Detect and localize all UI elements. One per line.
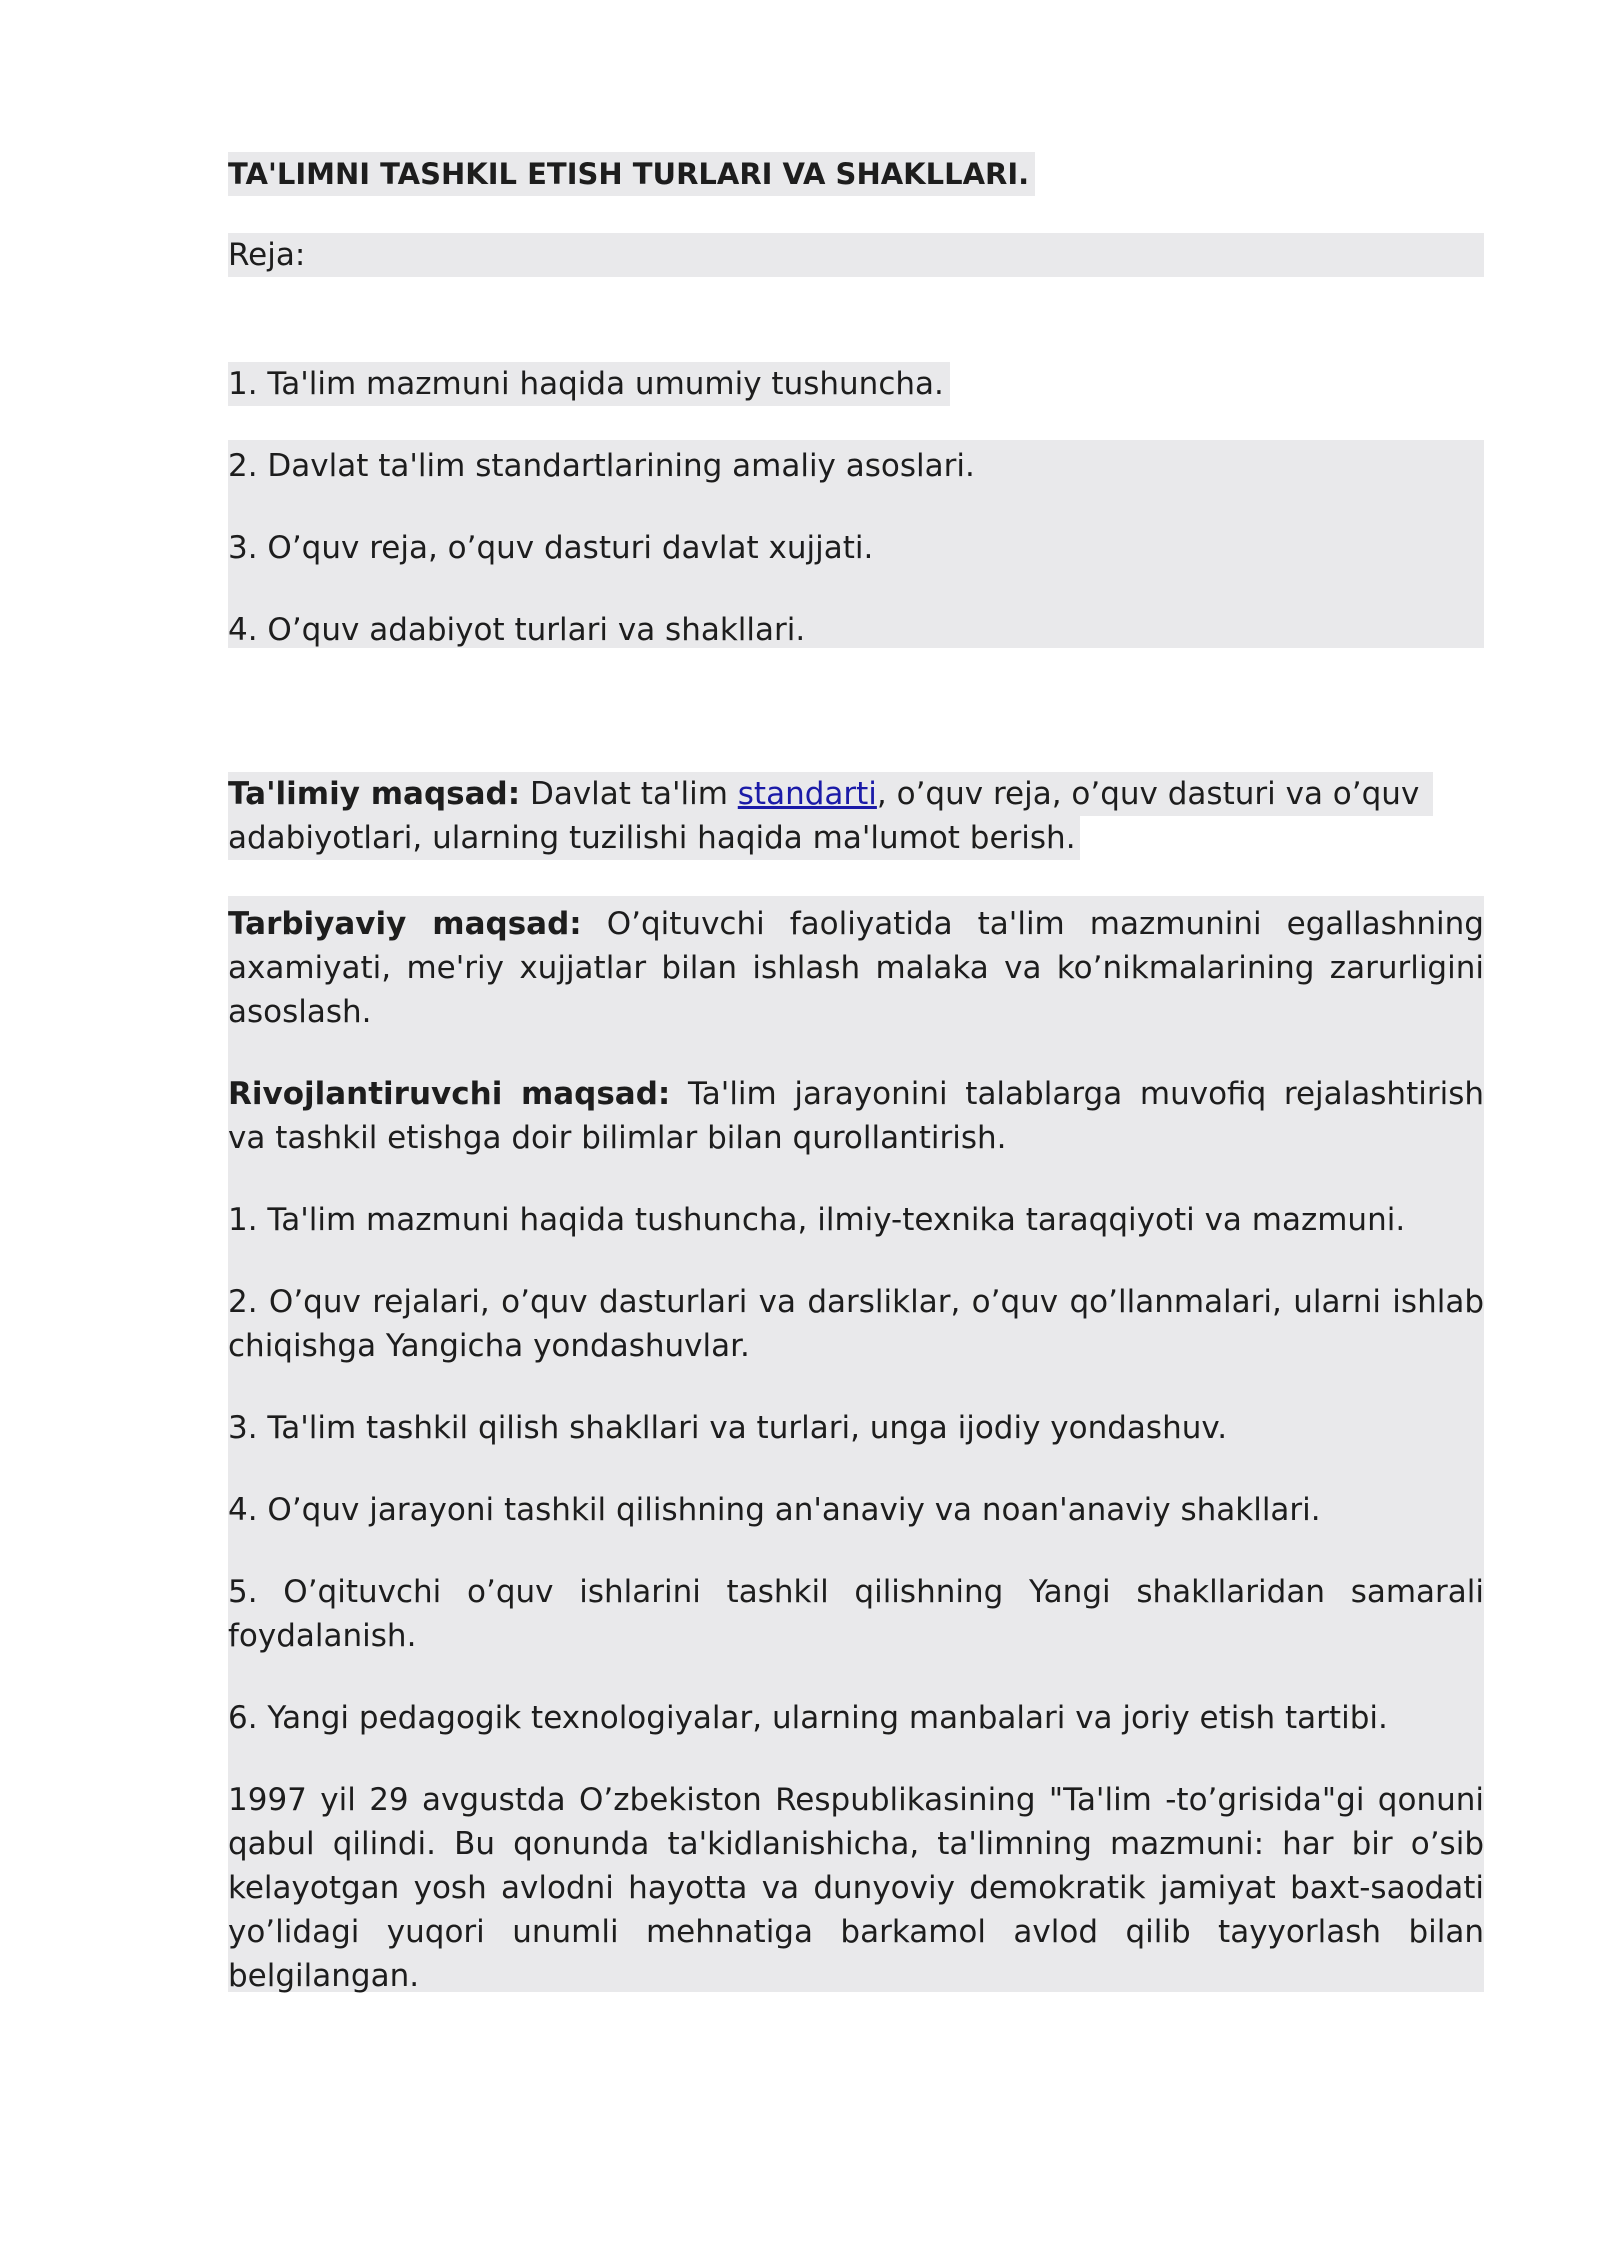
main-content <box>228 896 1484 1992</box>
plan-item-text: 1. Ta'lim mazmuni haqida umumiy tushuncha. <box>228 362 950 406</box>
document-title: TA'LIMNI TASHKIL ETISH TURLARI VA SHAKLLARI. <box>228 152 1035 196</box>
upbringing-goal-text: O’qituvchi faoliyatida ta'lim mazmunini egallashning axamiyati, me'riy xujjatlar bilan ishlash malaka va ko’nikmalarining zarurligini asoslash. <box>228 906 1484 1030</box>
topic-item: 4. O’quv jarayoni tashkil qilishning an'anaviy va noan'anaviy shakllari. <box>228 1492 1321 1528</box>
plan-item: 3. O’quv reja, o’quv dasturi davlat xujjati. <box>228 530 874 566</box>
educational-goal-line2: adabiyotlari, ularning tuzilishi haqida ma'lumot berish. <box>228 816 1080 860</box>
educational-goal-text-cont: , o’quv reja, o’quv dasturi va o’quv <box>876 776 1420 812</box>
developmental-goal <box>228 1072 1484 1160</box>
plan-label: Reja: <box>228 233 1484 277</box>
plan-item <box>228 362 956 406</box>
plan-list <box>228 440 1484 648</box>
plan-item: 4. O’quv adabiyot turlari va shakllari. <box>228 612 806 648</box>
plan-item: 2. Davlat ta'lim standartlarining amaliy asoslari. <box>228 448 975 484</box>
topic-item: 3. Ta'lim tashkil qilish shakllari va turlari, unga ijodiy yondashuv. <box>228 1410 1228 1446</box>
upbringing-goal-label: Tarbiyaviy maqsad: <box>228 906 582 942</box>
educational-goal-label: Ta'limiy maqsad: <box>228 776 521 812</box>
developmental-goal-text: Ta'lim jarayonini talablarga muvofiq rejalashtirish va tashkil etishga doir bilimlar bilan qurollantirish. <box>228 1076 1484 1156</box>
educational-goal-text: Davlat ta'lim <box>529 776 728 812</box>
topic-item: 2. O’quv rejalari, o’quv dasturlari va darsliklar, o’quv qo’llanmalari, ularni ishlab chiqishga Yangicha yondashuvlar. <box>228 1284 1484 1364</box>
topic-item: 6. Yangi pedagogik texnologiyalar, ularning manbalari va joriy etish tartibi. <box>228 1700 1388 1736</box>
upbringing-goal <box>228 902 1484 1034</box>
developmental-goal-label: Rivojlantiruvchi maqsad: <box>228 1076 671 1112</box>
topic-item: 1. Ta'lim mazmuni haqida tushuncha, ilmiy-texnika taraqqiyoti va mazmuni. <box>228 1202 1406 1238</box>
educational-goal <box>228 772 1433 860</box>
closing-paragraph: 1997 yil 29 avgustda O’zbekiston Respublikasining "Ta'lim -to’grisida"gi qonuni qabul qilindi. Bu qonunda ta'kidlanishicha, ta'limning mazmuni: har bir o’sib kelayotgan yosh avlodni hayotta va dunyoviy demokratik jamiyat baxt-saodati yo’lidagi yuqori unumli mehnatiga barkamol avlod qilib tayyorlash bilan belgilangan. <box>228 1782 1484 1994</box>
standard-link[interactable]: standarti <box>737 776 877 812</box>
topic-item: 5. O’qituvchi o’quv ishlarini tashkil qilishning Yangi shakllaridan samarali foydalanish. <box>228 1574 1484 1654</box>
